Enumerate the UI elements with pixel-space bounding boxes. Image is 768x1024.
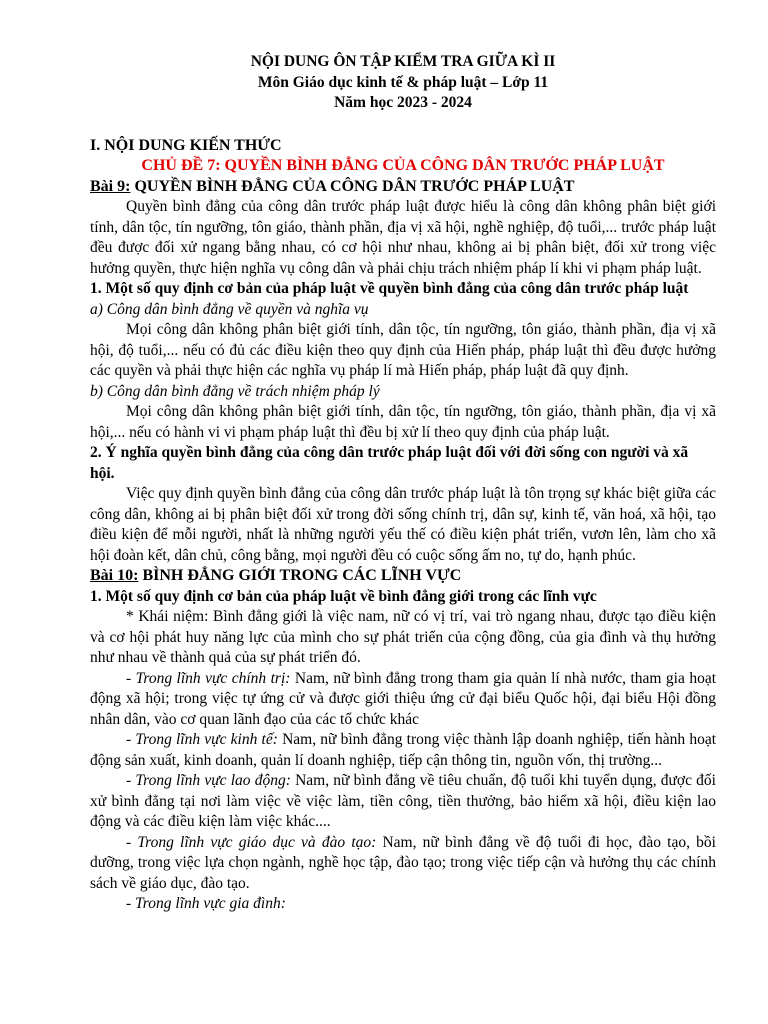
- lesson-9-title: QUYỀN BÌNH ĐẲNG CỦA CÔNG DÂN TRƯỚC PHÁP LUẬT: [130, 177, 575, 195]
- lesson-9-number: Bài 9:: [90, 177, 131, 195]
- lesson-10-item: [90, 730, 716, 771]
- item-label: - Trong lĩnh vực lao động:: [126, 772, 291, 789]
- lesson-9-part-a-title: a) Công dân bình đẳng về quyền và nghĩa vụ: [90, 300, 369, 318]
- lesson-10-subheading-1: 1. Một số quy định cơ bản của pháp luật về bình đẳng giới trong các lĩnh vực: [90, 587, 597, 605]
- lesson-10-item: [90, 669, 716, 731]
- lesson-9-significance-text: Việc quy định quyền bình đẳng của công dân trước pháp luật là tôn trọng sự khác biệt giữa các công dân, không ai bị phân biệt đối xử trong đời sống chính trị, dân sự, kinh tế, văn hoá, xã hội, tạo điều kiện để mỗi người, nhất là những người yếu thế có điều kiện phát triển, vươn lên, làm cho xã hội đoàn kết, dân chủ, công bằng, mọi người đều có cuộc sống ấm no, tự do, hạnh phúc.: [90, 485, 716, 564]
- lesson-10-item: [90, 771, 716, 833]
- item-label: - Trong lĩnh vực gia đình:: [126, 895, 286, 912]
- header-subject: Môn Giáo dục kinh tế & pháp luật – Lớp 11: [257, 73, 549, 91]
- item-text: Nam, nữ bình đẳng trong tham gia quản lí nhà nước, tham gia hoạt động xã hội; trong việc tự ứng cử và được giới thiệu ứng cử đại biểu Quốc hội, đại biểu Hội đồng nhân dân, vào cơ quan lãnh đạo của các tổ chức khác: [90, 669, 717, 728]
- lesson-10-item: [90, 894, 716, 915]
- lesson-9-intro: Quyền bình đẳng của công dân trước pháp luật được hiểu là công dân không phân biệt giới tính, dân tộc, tín ngưỡng, tôn giáo, thành phần, địa vị xã hội, nghề nghiệp, độ tuổi,... trước pháp luật đều được đối xử ngang bằng nhau, có cơ hội như nhau, không ai bị phân biệt, đối xử trong việc hưởng quyền, thực hiện nghĩa vụ công dân và phải chịu trách nhiệm pháp lí khi vi phạm pháp luật.: [90, 198, 716, 277]
- lesson-10-heading: [90, 566, 716, 587]
- lesson-10-concept: * Khái niệm: Bình đẳng giới là việc nam, nữ có vị trí, vai trò ngang nhau, được tạo điều kiện và cơ hội phát huy năng lực của mình cho sự phát triển của cộng đồng, của gia đình và thụ hưởng như nhau về thành quả của sự phát triển đó.: [90, 608, 716, 666]
- lesson-9-part-b-text: Mọi công dân không phân biệt giới tính, dân tộc, tín ngưỡng, tôn giáo, thành phần, địa vị xã hội,... nếu có hành vi vi phạm pháp luật thì đều bị xử lí theo quy định của pháp luật.: [90, 403, 716, 441]
- topic-heading: CHỦ ĐỀ 7: QUYỀN BÌNH ĐẲNG CỦA CÔNG DÂN TRƯỚC PHÁP LUẬT: [141, 157, 665, 174]
- header-school-year: Năm học 2023 - 2024: [334, 94, 472, 111]
- item-label: - Trong lĩnh vực kinh tế:: [126, 731, 278, 748]
- item-label: - Trong lĩnh vực chính trị:: [126, 669, 291, 687]
- lesson-9-part-b-title: b) Công dân bình đẳng về trách nhiệm pháp lý: [90, 382, 380, 400]
- lesson-10-item: [90, 833, 716, 895]
- document-header: [90, 52, 716, 114]
- item-text: Nam, nữ bình đẳng về tiêu chuẩn, độ tuổi khi tuyển dụng, được đối xử bình đẳng tại nơi làm việc về việc làm, tiền công, tiền thưởng, bảo hiểm xã hội, điều kiện lao động và các điều kiện làm việc khác....: [90, 772, 716, 830]
- lesson-9-heading: [90, 177, 716, 198]
- header-title: NỘI DUNG ÔN TẬP KIỂM TRA GIỮA KÌ II: [250, 53, 556, 70]
- lesson-10-title: BÌNH ĐẲNG GIỚI TRONG CÁC LĨNH VỰC: [138, 567, 462, 584]
- lesson-9-part-a-text: Mọi công dân không phân biệt giới tính, dân tộc, tín ngưỡng, tôn giáo, thành phần, địa vị xã hội, độ tuổi,... nếu có đủ các điều kiện theo quy định của Hiến pháp, pháp luật thì đều được hưởng các quyền và phải thực hiện các nghĩa vụ pháp lí mà Hiến pháp, pháp luật đã quy định.: [90, 321, 716, 379]
- item-text: Nam, nữ bình đẳng trong việc thành lập doanh nghiệp, tiến hành hoạt động sản xuất, kinh doanh, quản lí doanh nghiệp, tiếp cận thông tin, nguồn vốn, thị trường...: [90, 731, 716, 769]
- item-label: - Trong lĩnh vực giáo dục và đào tạo:: [126, 833, 377, 851]
- lesson-9-subheading-1: 1. Một số quy định cơ bản của pháp luật về quyền bình đẳng của công dân trước pháp luật: [90, 280, 689, 297]
- item-text: Nam, nữ bình đẳng về độ tuổi đi học, đào tạo, bồi dưỡng, trong việc lựa chọn ngành, nghề học tập, đào tạo; trong việc tiếp cận và hưởng thụ các chính sách về giáo dục, đào tạo.: [90, 833, 716, 892]
- lesson-9-subheading-2: 2. Ý nghĩa quyền bình đẳng của công dân trước pháp luật đối với đời sống con người và xã hội.: [90, 444, 689, 482]
- section-heading: I. NỘI DUNG KIẾN THỨC: [90, 136, 282, 154]
- lesson-10-number: Bài 10:: [90, 567, 139, 584]
